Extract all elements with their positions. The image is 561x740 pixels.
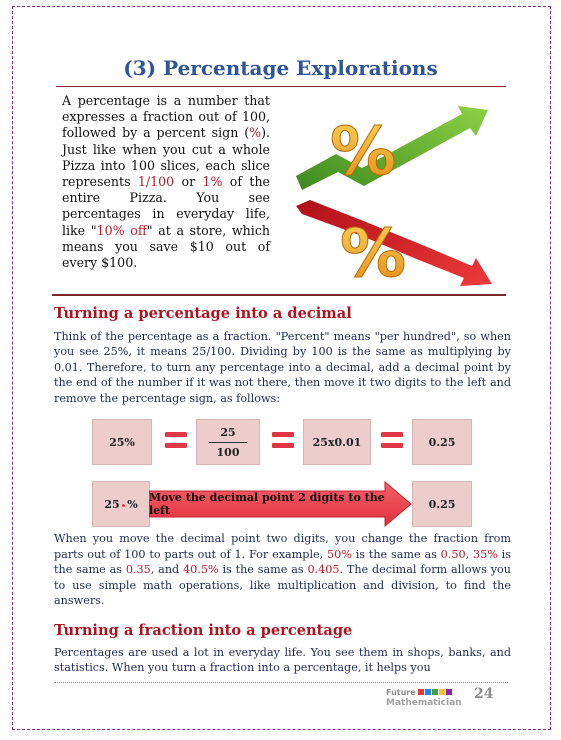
page-title: (3) Percentage Explorations	[123, 56, 438, 80]
example-percent-1: 50%	[327, 547, 352, 561]
section-heading-percent-to-decimal: Turning a percentage into a decimal	[54, 305, 352, 322]
percent-text: %	[127, 497, 138, 511]
logo-text-line1: Future	[386, 688, 416, 697]
followup-text-3: ,	[465, 547, 473, 561]
example-decimal-2: 0.35	[125, 563, 151, 577]
intro-text-5: " at a store, which means you save $10 out of every $100.	[62, 222, 270, 271]
example-decimal-1: 0.50	[440, 547, 466, 561]
number-text: 25	[104, 497, 120, 511]
followup-text-2: is the same as	[351, 547, 441, 561]
equals-sign-icon	[165, 432, 187, 454]
followup-text-1: When you move the decimal point two digits, you change the fraction from parts out of 100 to parts out of 1. For example,	[54, 532, 511, 561]
section-followup-paragraph	[54, 531, 511, 609]
followup-text-4: is the same as	[54, 547, 511, 577]
intro-text-2: ). Just like when you cut a whole Pizza into 100 slices, each slice represents	[62, 125, 270, 190]
title-divider	[56, 86, 506, 87]
section-paragraph-fraction-to-percent: Percentages are used a lot in everyday life. You see them in shops, banks, and statistics. When you turn a fraction into a percentage, it helps you	[54, 646, 511, 675]
intro-highlight-percent-sign: %	[249, 125, 262, 141]
footer-divider	[54, 682, 508, 683]
decimal-point: .	[120, 491, 127, 511]
logo-text-line2: Mathematician	[386, 698, 462, 708]
percentage-trend-illustration	[292, 92, 508, 286]
arrow-label: Move the decimal point 2 digits to the left	[149, 491, 385, 517]
diagram-box-result: 0.25	[412, 481, 472, 527]
move-decimal-arrow	[149, 481, 412, 527]
diagram-box-fraction	[196, 419, 260, 465]
logo-squares-icon	[418, 689, 452, 695]
diagram-box-percent: 25%	[92, 419, 152, 465]
example-decimal-3: 0.405	[307, 563, 340, 577]
diagram-box-percent-with-point	[92, 481, 150, 527]
page-number: 24	[474, 686, 494, 702]
up-percent-symbol: %	[330, 113, 397, 190]
equals-sign-icon	[381, 432, 403, 454]
followup-text-6: is the same as	[218, 563, 308, 577]
intro-text-1: A percentage is a number that expresses a fraction out of 100, followed by a percent sign (	[62, 93, 270, 141]
example-percent-2: 35%	[472, 547, 498, 561]
section-divider	[52, 294, 506, 296]
intro-highlight-one-percent: 1%	[202, 174, 223, 190]
followup-text-5: , and	[150, 563, 184, 577]
example-percent-3: 40.5%	[183, 563, 219, 577]
fraction-denominator: 100	[216, 445, 240, 459]
section-heading-fraction-to-percent: Turning a fraction into a percentage	[54, 622, 353, 639]
fraction-numerator: 25	[220, 425, 236, 439]
equals-sign-icon	[272, 432, 294, 454]
intro-paragraph	[62, 93, 270, 271]
intro-text-3: or	[174, 174, 203, 190]
down-percent-symbol: %	[340, 215, 407, 286]
intro-highlight-fraction: 1/100	[137, 174, 175, 190]
followup-text-7: . The decimal form allows you to use simple math operations, like multiplication and division, to find the answers.	[54, 563, 511, 608]
intro-text-4: of the entire Pizza. You see percentages in everyday life, like "	[62, 174, 271, 238]
section-paragraph-percent-to-decimal: Think of the percentage as a fraction. "Percent" means "per hundred", so when you see 25%, it means 25/100. Dividing by 100 is the same as multiplying by 0.01. Therefore, to turn any percentage into a decimal, add a decimal point by the end of the number if it was not there, then move it two digits to the left and remove the percentage sign, as follows:	[54, 330, 511, 405]
future-mathematician-logo	[386, 688, 464, 710]
diagram-box-multiplication: 25x0.01	[303, 419, 371, 465]
intro-highlight-discount: 10% off	[96, 222, 147, 238]
diagram-box-decimal: 0.25	[412, 419, 472, 465]
